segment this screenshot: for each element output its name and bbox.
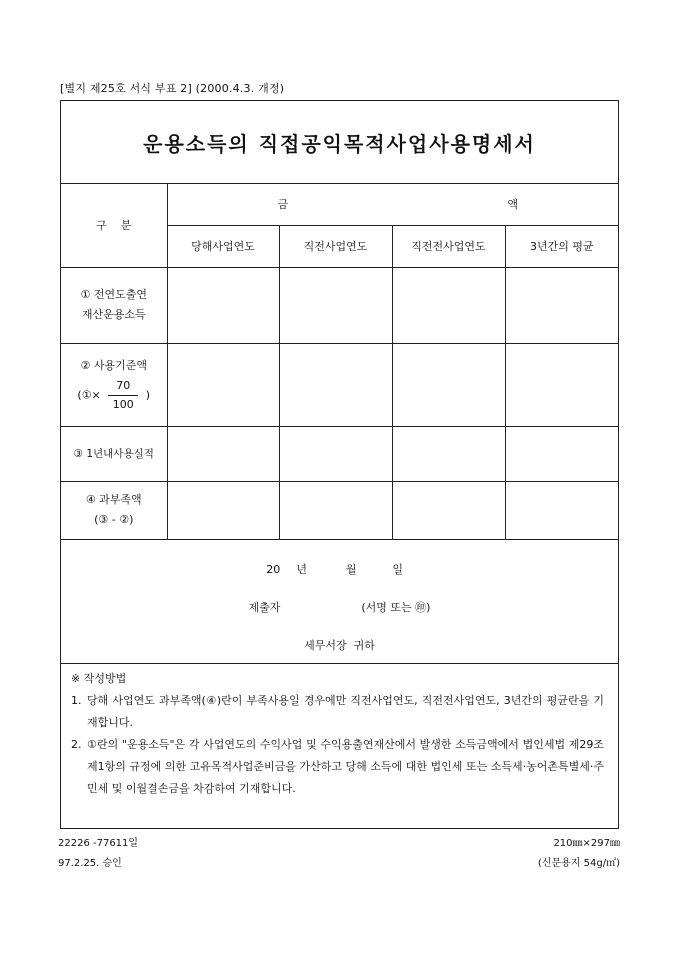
amount-cell[interactable] [279,343,392,426]
footer-approval: 22226 -77611일 97.2.25. 승인 [58,838,139,869]
formula: (①× $\frac{70}{100}$ ) [77,379,151,411]
submitter-line: 제출자 (서명 또는 ㊞) [248,601,431,614]
signature-field[interactable]: (서명 또는 ㊞) [361,601,431,614]
amount-cell[interactable] [505,343,618,426]
form-box [60,100,619,829]
date-line: 20 년 월 일 [266,563,404,576]
amount-table [61,183,618,540]
instruction-item: 2. ①란의 "운용소득"은 각 사업연도의 수익사업 및 수익용출연재산에서 발생한 소득금액에서 법인세법 제29조 제1항의 규정에 의한 고유목적사업준비금을 가산하고 당해 소득에 대한 법인세 또는 소득세·농어촌특별세·주민세 및 이월결손금을 차감하여 기재합니다. [71,738,604,795]
form-title: 운용소득의 직접공익목적사업사용명세서 [143,131,536,156]
amount-label-left: 금 [277,197,289,211]
amount-cell[interactable] [279,481,392,539]
row-label-actual: ③ 1년내사용실적 [61,426,167,481]
amount-label-right: 액 [507,197,519,211]
date-signature-area [61,539,618,664]
fraction: $\frac{70}{100}$ [108,379,138,412]
instructions [61,663,618,800]
amount-cell[interactable] [505,426,618,481]
instruction-item: 1. 당해 사업연도 과부족액(④)란이 부족사용일 경우에만 직전사업연도, 직전전사업연도, 3년간의 평균란을 기재합니다. [71,694,604,729]
amount-cell[interactable] [279,426,392,481]
row-label-standard: ② 사용기준액 (①× $\frac{70}{100}$ ) [61,343,167,426]
amount-cell[interactable] [505,267,618,343]
column-header: 3년간의 평균 [505,225,618,267]
instructions-title: ※ 작성방법 [71,672,127,685]
amount-cell[interactable] [167,343,279,426]
amount-cell[interactable] [167,426,279,481]
amount-header [167,183,618,225]
amount-cell[interactable] [392,481,505,539]
row-label-income: ① 전연도출연 재산운용소득 [61,267,167,343]
tax-office-line: 세무서장 귀하 [304,639,375,652]
amount-cell[interactable] [279,267,392,343]
amount-cell[interactable] [392,343,505,426]
category-header: 구 분 [61,183,167,267]
column-header: 직전사업연도 [279,225,392,267]
form-header: [별지 제25호 서식 부표 2] (2000.4.3. 개정) [60,82,285,95]
row-label-shortfall: ④ 과부족액 (③ - ②) [61,481,167,539]
amount-cell[interactable] [392,267,505,343]
amount-cell[interactable] [505,481,618,539]
footer-paper-spec: 210㎜×297㎜ (신문용지 54g/㎡) [537,838,620,869]
amount-cell[interactable] [392,426,505,481]
title-row [61,101,618,184]
column-header: 직전전사업연도 [392,225,505,267]
amount-cell[interactable] [167,481,279,539]
amount-cell[interactable] [167,267,279,343]
column-header: 당해사업연도 [167,225,279,267]
